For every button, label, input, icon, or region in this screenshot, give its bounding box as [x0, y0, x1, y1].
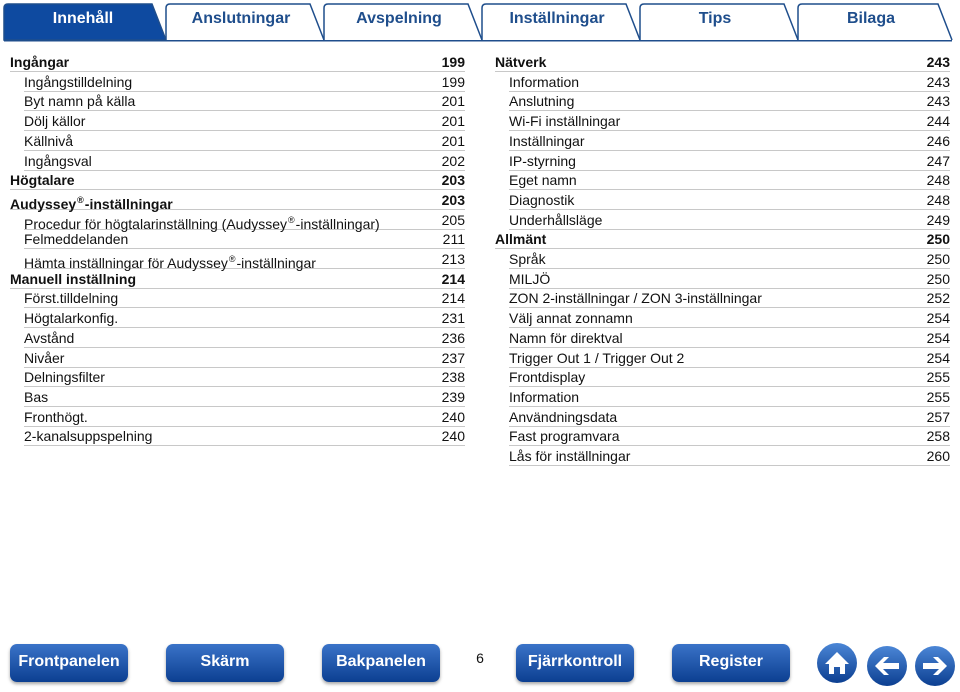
index-page-number: 214	[441, 271, 465, 287]
index-page-number: 260	[926, 448, 950, 464]
index-entry-label: Fast programvara	[509, 428, 620, 444]
index-page-number: 201	[441, 113, 465, 129]
index-entry-label: Frontdisplay	[509, 369, 586, 385]
index-page-number: 236	[441, 330, 465, 346]
index-entry-label: Fronthögt.	[24, 409, 88, 425]
index-entry-row[interactable]	[509, 348, 950, 368]
index-page-number: 246	[926, 133, 950, 149]
index-page-number: 205	[441, 212, 465, 228]
index-entry-row[interactable]	[509, 151, 950, 171]
index-entry-label: Högtalarkonfig.	[24, 310, 119, 326]
index-entry-label: Källnivå	[24, 133, 74, 149]
index-page-number: 250	[926, 251, 950, 267]
index-entry-label: Välj annat zonnamn	[509, 310, 633, 326]
index-page-number: 237	[441, 350, 465, 366]
index-entry-row[interactable]	[24, 367, 465, 387]
index-page-number: 254	[926, 310, 950, 326]
index-entry-label: Audyssey®-inställningar	[10, 195, 173, 212]
index-entry-label: Delningsfilter	[24, 369, 105, 385]
index-entry-label: IP-styrning	[509, 153, 576, 169]
index-entry-row[interactable]	[509, 249, 950, 269]
index-page-number: 249	[926, 212, 950, 228]
index-page-number: 240	[441, 428, 465, 444]
index-entry-row[interactable]	[24, 407, 465, 427]
index-entry-label: Procedur för högtalarinställning (Audyssey®-inställningar)	[24, 215, 380, 232]
index-entry-label: Hämta inställningar för Audyssey®-inställningar	[24, 254, 316, 271]
index-page-number: 243	[926, 74, 950, 90]
index-page-number: 203	[441, 192, 465, 208]
index-entry-row[interactable]	[509, 446, 950, 466]
index-entry-row[interactable]	[24, 308, 465, 328]
index-entry-label: Manuell inställning	[10, 271, 137, 287]
index-entry-label: Nätverk	[495, 54, 547, 70]
index-page-number: 255	[926, 369, 950, 385]
index-entry-label: Namn för direktval	[509, 330, 623, 346]
index-entry-label: Högtalare	[10, 172, 75, 188]
index-entry-row[interactable]	[509, 190, 950, 210]
index-entry-row[interactable]	[509, 210, 950, 230]
index-page-number: 202	[441, 153, 465, 169]
index-entry-label: Allmänt	[495, 231, 547, 247]
register-button[interactable]: Register	[672, 644, 790, 682]
index-entry-label: Eget namn	[509, 172, 577, 188]
index-entry-label: Användningsdata	[509, 409, 618, 425]
tab-avspelning[interactable]: Avspelning	[356, 10, 442, 27]
tab-bar	[0, 0, 960, 44]
index-page-number: 243	[926, 54, 950, 70]
frontpanelen-button[interactable]: Frontpanelen	[10, 644, 128, 682]
index-entry-label: Information	[509, 389, 580, 405]
index-page-number: 231	[441, 310, 465, 326]
index-page-number: 258	[926, 428, 950, 444]
index-entry-row[interactable]	[24, 229, 465, 249]
index-page-number: 244	[926, 113, 950, 129]
index-entry-label: MILJÖ	[509, 271, 551, 287]
index-entry-label: Anslutning	[509, 93, 575, 109]
index-entry-row[interactable]	[509, 328, 950, 348]
index-page-number: 250	[926, 271, 950, 287]
index-entry-row[interactable]	[24, 426, 465, 446]
index-page-number: 214	[441, 290, 465, 306]
index-heading-row[interactable]	[495, 229, 950, 249]
index-page-number: 213	[441, 251, 465, 267]
index-entry-row[interactable]	[24, 131, 465, 151]
index-page-number: 201	[441, 93, 465, 109]
index-entry-label: Information	[509, 74, 580, 90]
index-entry-label: Trigger Out 1 / Trigger Out 2	[509, 350, 685, 366]
tab-tips[interactable]: Tips	[698, 10, 732, 27]
index-entry-row[interactable]	[24, 151, 465, 171]
index-page-number: 250	[926, 231, 950, 247]
index-entry-row[interactable]	[509, 367, 950, 387]
index-entry-row[interactable]	[24, 111, 465, 131]
index-page-number: 238	[441, 369, 465, 385]
index-entry-label: Ingångar	[10, 54, 70, 70]
index-entry-row[interactable]	[24, 288, 465, 308]
index-entry-label: Språk	[509, 251, 546, 267]
index-entry-label: Ingångsval	[24, 153, 92, 169]
index-page-number: 199	[441, 54, 465, 70]
page-number: 6	[476, 650, 484, 666]
index-entry-row[interactable]	[509, 111, 950, 131]
index-page-number: 257	[926, 409, 950, 425]
index-page-number: 254	[926, 350, 950, 366]
index-entry-row[interactable]	[509, 407, 950, 427]
index-entry-row[interactable]	[509, 170, 950, 190]
index-entry-row[interactable]	[24, 328, 465, 348]
index-entry-row[interactable]	[24, 91, 465, 111]
index-page-number: 247	[926, 153, 950, 169]
index-page-number: 199	[441, 74, 465, 90]
index-entry-row[interactable]	[509, 91, 950, 111]
index-entry-row[interactable]	[24, 387, 465, 407]
index-heading-row[interactable]	[495, 52, 950, 72]
back-arrow-icon[interactable]	[865, 645, 909, 692]
index-entry-row[interactable]	[509, 131, 950, 151]
index-page-number: 201	[441, 133, 465, 149]
index-entry-label: Ingångstilldelning	[24, 74, 133, 90]
index-entry-label: Inställningar	[509, 133, 585, 149]
index-page-number: 255	[926, 389, 950, 405]
index-entry-row[interactable]	[24, 72, 465, 92]
index-page-number: 240	[441, 409, 465, 425]
index-heading-row[interactable]	[10, 170, 465, 190]
index-heading-row[interactable]	[10, 190, 465, 210]
index-entry-row[interactable]	[24, 348, 465, 368]
index-entry-row[interactable]	[24, 249, 465, 269]
fjarrkontroll-button[interactable]: Fjärrkontroll	[516, 644, 634, 682]
index-entry-label: ZON 2-inställningar / ZON 3-inställningar	[509, 290, 762, 306]
forward-arrow-icon[interactable]	[913, 645, 957, 692]
index-entry-label: 2-kanalsuppspelning	[24, 428, 153, 444]
index-entry-label: Wi-Fi inställningar	[509, 113, 621, 129]
index-page-number: 252	[926, 290, 950, 306]
index-page-number: 203	[441, 172, 465, 188]
index-entry-label: Felmeddelanden	[24, 231, 129, 247]
index-page-number: 248	[926, 172, 950, 188]
index-entry-label: Lås för inställningar	[509, 448, 631, 464]
index-entry-row[interactable]	[509, 288, 950, 308]
index-page-number: 211	[442, 231, 465, 247]
index-entry-label: Underhållsläge	[509, 212, 603, 228]
index-page-number: 248	[926, 192, 950, 208]
tab-installningar[interactable]: Inställningar	[509, 10, 605, 27]
index-entry-row[interactable]	[24, 210, 465, 230]
index-entry-row[interactable]	[509, 426, 950, 446]
tab-bilaga[interactable]: Bilaga	[846, 10, 895, 27]
index-entry-label: Bas	[24, 389, 49, 405]
tab-innehall[interactable]: Innehåll	[52, 10, 114, 27]
index-entry-label: Avstånd	[24, 330, 75, 346]
index-entry-row[interactable]	[509, 308, 950, 328]
index-entry-row[interactable]	[509, 72, 950, 92]
index-entry-label: Diagnostik	[509, 192, 575, 208]
index-heading-row[interactable]	[10, 269, 465, 289]
tab-anslutningar[interactable]: Anslutningar	[191, 10, 291, 27]
index-entry-label: Dölj källor	[24, 113, 86, 129]
home-icon[interactable]	[816, 642, 858, 689]
index-page-number: 254	[926, 330, 950, 346]
index-entry-label: Byt namn på källa	[24, 93, 136, 109]
skarm-button[interactable]: Skärm	[166, 644, 284, 682]
index-page-number: 243	[926, 93, 950, 109]
index-page-number: 239	[441, 389, 465, 405]
index-heading-row[interactable]	[10, 52, 465, 72]
index-entry-label: Nivåer	[24, 350, 65, 366]
index-entry-label: Först.tilldelning	[24, 290, 119, 306]
bakpanelen-button[interactable]: Bakpanelen	[322, 644, 440, 682]
index-entry-row[interactable]	[509, 387, 950, 407]
index-entry-row[interactable]	[509, 269, 950, 289]
